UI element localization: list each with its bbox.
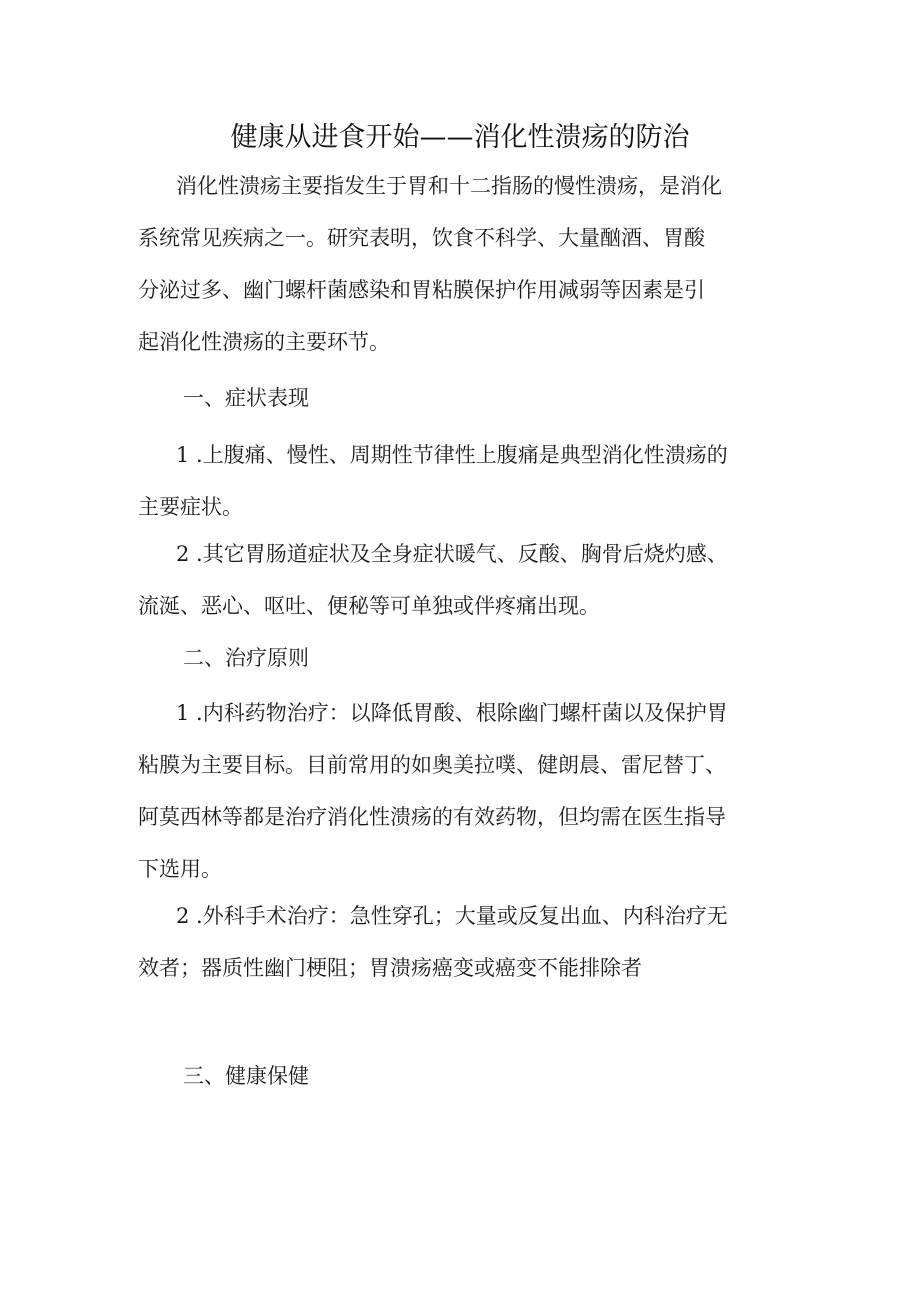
paragraph-line: 2 .外科手术治疗：急性穿孔；大量或反复出血、内科治疗无 — [176, 904, 728, 928]
treatment-item-1 — [138, 687, 810, 895]
paragraph-line: 效者；器质性幽门梗阻；胃溃疡癌变或癌变不能排除者 — [138, 956, 642, 980]
paragraph-line: 分泌过多、幽门螺杆菌感染和胃粘膜保护作用减弱等因素是引 — [138, 278, 705, 302]
paragraph-line: 粘膜为主要目标。目前常用的如奥美拉噗、健朗晨、雷尼替丁、 — [138, 753, 726, 777]
paragraph-line: 消化性溃疡主要指发生于胃和十二指肠的慢性溃疡，是消化 — [176, 174, 722, 198]
symptom-item-1 — [138, 429, 810, 533]
paragraph-line: 阿莫西林等都是治疗消化性溃疡的有效药物，但均需在医生指导 — [138, 805, 726, 829]
document-title: 健康从进食开始——消化性溃疡的防治 — [230, 122, 690, 153]
paragraph-line: 下选用。 — [138, 857, 222, 881]
treatment-item-2 — [138, 890, 810, 994]
symptom-item-2 — [138, 528, 810, 632]
paragraph-line: 1 .上腹痛、慢性、周期性节律性上腹痛是典型消化性溃疡的 — [176, 443, 728, 467]
section-heading-symptoms: 一、症状表现 — [183, 386, 309, 410]
paragraph-line: 起消化性溃疡的主要环节。 — [138, 330, 390, 354]
paragraph-line: 主要症状。 — [138, 495, 243, 519]
intro-paragraph — [138, 160, 810, 368]
paragraph-line: 系统常见疾病之一。研究表明，饮食不科学、大量酗酒、胃酸 — [138, 226, 705, 250]
section-heading-health-care: 三、健康保健 — [183, 1064, 309, 1088]
paragraph-line: 流涎、恶心、呕吐、便秘等可单独或伴疼痛出现。 — [138, 594, 600, 618]
paragraph-line: 2 .其它胃肠道症状及全身症状暖气、反酸、胸骨后烧灼感、 — [176, 542, 728, 566]
section-heading-treatment: 二、治疗原则 — [183, 646, 309, 670]
paragraph-line: 1 .内科药物治疗：以降低胃酸、根除幽门螺杆菌以及保护胃 — [176, 701, 728, 725]
